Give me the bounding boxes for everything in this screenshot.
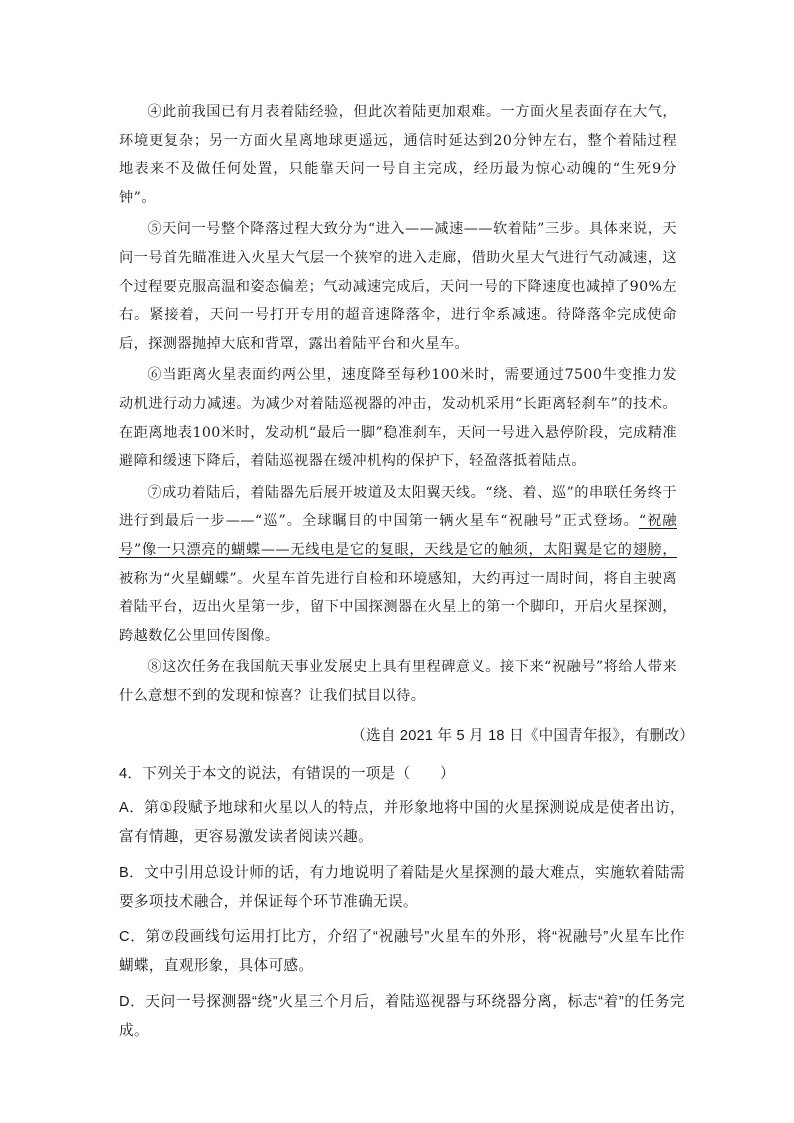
paragraph-5: ⑤天问一号整个降落过程大致分为“进入——减速——软着陆”三步。具体来说，天问一号首先瞄准进入火星大气层一个狭窄的进入走廊，借助火星大气进行气动减速，这个过程要克服高温和姿态偏差；气动减速完成后，天问一号的下降速度也减掉了90%左右。紧接着，天问一号打开专用的超音速降落伞，进行伞系减速。待降落伞完成使命后，探测器抛掉大底和背罩，露出着陆平台和火星车。 <box>119 221 677 352</box>
article-body <box>119 98 677 713</box>
underlined-sentence: “祝融号”像一只漂亮的蝴蝶——无线电是它的复眼，天线是它的触须，太阳翼是它的翅膀， <box>119 513 677 558</box>
option-a: A．第①段赋予地球和火星以人的特点，并形象地将中国的火星探测说成是使者出访，富有情趣，更容易激发读者阅读兴趣。 <box>119 800 685 846</box>
paragraph-8: ⑧这次任务在我国航天事业发展史上具有里程碑意义。接下来“祝融号”将给人带来什么意想不到的发现和惊喜？让我们拭目以待。 <box>119 659 677 704</box>
question-stem: 4．下列关于本文的说法，有错误的一项是（ ） <box>119 766 456 782</box>
paragraph-7-intro: ⑦成功着陆后，着陆器先后展开坡道及太阳翼天线。“绕、着、巡”的串联任务终于进行到最后一步——“巡”。全球瞩目的中国第一辆火星车“祝融号”正式登场。 <box>119 484 677 530</box>
paragraph-4: ④此前我国已有月表着陆经验，但此次着陆更加艰难。一方面火星表面存在大气，环境更复杂；另一方面火星离地球更遥远，通信时延达到20分钟左右，整个着陆过程地表来不及做任何处置，只能靠天问一号自主完成，经历最为惊心动魄的“生死9分钟”。 <box>119 104 677 206</box>
option-b: B．文中引用总设计师的话，有力地说明了着陆是火星探测的最大难点，实施软着陆需要多项技术融合，并保证每个环节准确无误。 <box>119 864 685 910</box>
option-d: D．天问一号探测器“绕”火星三个月后，着陆巡视器与环绕器分离，标志“着”的任务完成。 <box>119 993 685 1040</box>
paragraph-7 <box>119 479 677 651</box>
paragraph-6: ⑥当距离火星表面约两公里，速度降至每秒100米时，需要通过7500牛变推力发动机进行动力减速。为减少对着陆巡视器的冲击，发动机采用“长距离轻刹车”的技术。在距离地表100米时，发动机“最后一脚”稳准刹车，天问一号进入悬停阶段，完成精准避障和缓速下降后，着陆巡视器在缓冲机构的保护下，轻盈落抵着陆点。 <box>119 367 677 470</box>
option-c: C．第⑦段画线句运用打比方，介绍了“祝融号”火星车的外形，将“祝融号”火星车比作蝴蝶，直观形象，具体可感。 <box>119 929 685 975</box>
paragraph-7-rest: 被称为“火星蝴蝶”。火星车首先进行自检和环境感知，大约再过一周时间，将自主驶离着陆平台，迈出火星第一步，留下中国探测器在火星上的第一个脚印，开启火星探测，跨越数亿公里回传图像。 <box>119 570 677 644</box>
source-citation: （选自 2021 年 5 月 18 日《中国青年报》，有删改） <box>351 728 694 744</box>
question-4 <box>119 760 685 1052</box>
